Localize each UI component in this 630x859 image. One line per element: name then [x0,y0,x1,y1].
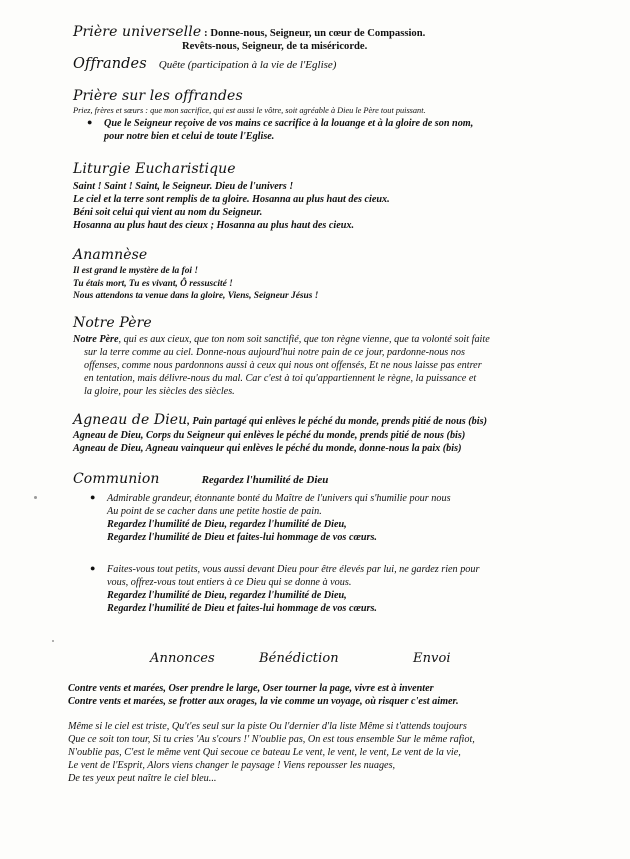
heading-colon: : [201,27,211,39]
liturgie-line: Le ciel et la terre sont remplis de ta gloire. Hosanna au plus haut des cieux. [73,194,390,205]
notre-pere-line: sur la terre comme au ciel. Donne-nous aujourd'hui notre pain de ce jour, pardonne-nous nos [84,347,465,358]
notre-pere-section [73,315,618,398]
anamnese-section [73,247,613,303]
bullet-icon: ● [90,492,96,502]
agneau-line: Agneau de Dieu, Agneau vainqueur qui enlèves le péché du monde, donne-nous la paix (bis) [73,443,462,454]
notre-pere-line: offenses, comme nous pardonnons aussi à ceux qui nous ont offensés, Et ne nous laisse pas entrer [84,360,482,371]
anamnese-line: Tu étais mort, Tu es vivant, Ô ressuscité ! [73,278,233,289]
liturgie-line: Hosanna au plus haut des cieux ; Hosanna au plus haut des cieux. [73,220,355,231]
verse-line: Faites-vous tout petits, vous aussi devant Dieu pour être élevés par lui, ne gardez rien pour [107,564,480,575]
notre-pere-line: la gloire, pour les siècles des siècles. [84,386,235,397]
communion-verse-1 [90,492,618,544]
liturgie-line: Béni soit celui qui vient au nom du Seigneur. [73,207,263,218]
offrandes-detail: Quête (participation à la vie de l'Eglise) [158,59,337,71]
agneau-line: Agneau de Dieu, Corps du Seigneur qui enlèves le péché du monde, prends pitié de nous (bis) [73,430,466,441]
response-line: pour notre bien et celui de toute l'Eglise. [104,131,275,142]
priere-universelle-section [73,23,425,41]
anamnese-line: Il est grand le mystère de la foi ! [73,266,198,276]
communion-section [73,470,618,615]
priere-offrandes-response [87,117,613,143]
liturgie-heading: Liturgie Eucharistique [73,161,236,177]
agneau-heading: Agneau de Dieu [73,412,188,428]
notre-pere-heading: Notre Père [73,315,152,331]
response-line: Que le Seigneur reçoive de vos mains ce sacrifice à la louange et à la gloire de son nom, [104,118,474,129]
notre-pere-lead: Notre Père [73,334,119,345]
envoi-refrain-line: Contre vents et marées, Oser prendre le large, Oser tourner la page, vivre est à inventer [68,683,434,694]
priere-universelle-heading: Prière universelle [73,24,202,40]
envoi-verse-line: N'oublie pas, C'est le même vent Qui secoue ce bateau Le vent, le vent, le vent, Le vent de la vie, [68,747,461,758]
anamnese-line: Nous attendons ta venue dans la gloire, Viens, Seigneur Jésus ! [73,291,319,301]
communion-verse-2 [90,563,618,615]
anamnese-heading: Anamnèse [73,247,148,263]
communion-heading: Communion [73,471,160,487]
envoi-verse-line: Même si le ciel est triste, Qu't'es seul sur la piste Ou l'dernier d'la liste Même si t'attends toujours [68,721,467,732]
notre-pere-line: , qui es aux cieux, que ton nom soit sanctifié, que ton règne vienne, que ta volonté soit faite [118,334,490,345]
envoi-verse-line: Le vent de l'Esprit, Alors viens changer le paysage ! Viens repousser les nuages, [68,760,396,771]
priere-offrandes-heading: Prière sur les offrandes [73,88,243,104]
priere-universelle-refrain-1: Donne-nous, Seigneur, un cœur de Compassion. [210,28,426,39]
communion-title: Regardez l'humilité de Dieu [201,474,329,486]
envoi-refrain-line: Contre vents et marées, se frotter aux orages, la vie comme un voyage, où risquer c'est aimer. [68,696,459,707]
scan-speck [34,496,37,499]
priere-offrandes-section [73,88,613,143]
envoi-verse-line: De tes yeux peut naître le ciel bleu... [68,773,217,784]
envoi-heading: Envoi [413,651,451,666]
verse-line: Admirable grandeur, étonnante bonté du Maître de l'univers qui s'humilie pour nous [107,493,451,504]
refrain-line: Regardez l'humilité de Dieu, regardez l'humilité de Dieu, [107,590,347,601]
scan-speck [52,640,54,642]
bullet-icon: ● [87,117,93,127]
envoi-verse-line: Que ce soit ton tour, Si tu cries 'Au s'cours !' N'oublie pas, On est tous ensemble Sur le même rafiot, [68,734,475,745]
priere-offrandes-intro: Priez, frères et sœurs : que mon sacrifice, qui est aussi le vôtre, soit agréable à Dieu le Père tout puissant. [73,106,426,115]
refrain-line: Regardez l'humilité de Dieu et faites-lui hommage de vos cœurs. [107,603,377,614]
verse-line: Au point de se cacher dans une petite hostie de pain. [107,506,322,517]
benediction-heading: Bénédiction [259,651,339,666]
envoi-song [68,682,618,785]
liturgie-section [73,161,613,232]
refrain-line: Regardez l'humilité de Dieu, regardez l'humilité de Dieu, [107,519,347,530]
bullet-icon: ● [90,563,96,573]
offrandes-heading: Offrandes [73,56,147,72]
liturgie-line: Saint ! Saint ! Saint, le Seigneur. Dieu de l'univers ! [73,181,294,192]
annonces-heading: Annonces [150,651,215,666]
agneau-section [73,411,618,455]
agneau-line: , Pain partagé qui enlèves le péché du monde, prends pitié de nous (bis) [187,416,487,427]
offrandes-section [73,55,336,73]
verse-line: vous, offrez-vous tout entiers à ce Dieu qui se donne à vous. [107,577,352,588]
notre-pere-line: en tentation, mais délivre-nous du mal. Car c'est à toi qu'appartiennent le règne, la puissance et [84,373,477,384]
priere-universelle-refrain-2: Revêts-nous, Seigneur, de ta miséricorde. [182,41,368,52]
refrain-line: Regardez l'humilité de Dieu et faites-lui hommage de vos cœurs. [107,532,377,543]
